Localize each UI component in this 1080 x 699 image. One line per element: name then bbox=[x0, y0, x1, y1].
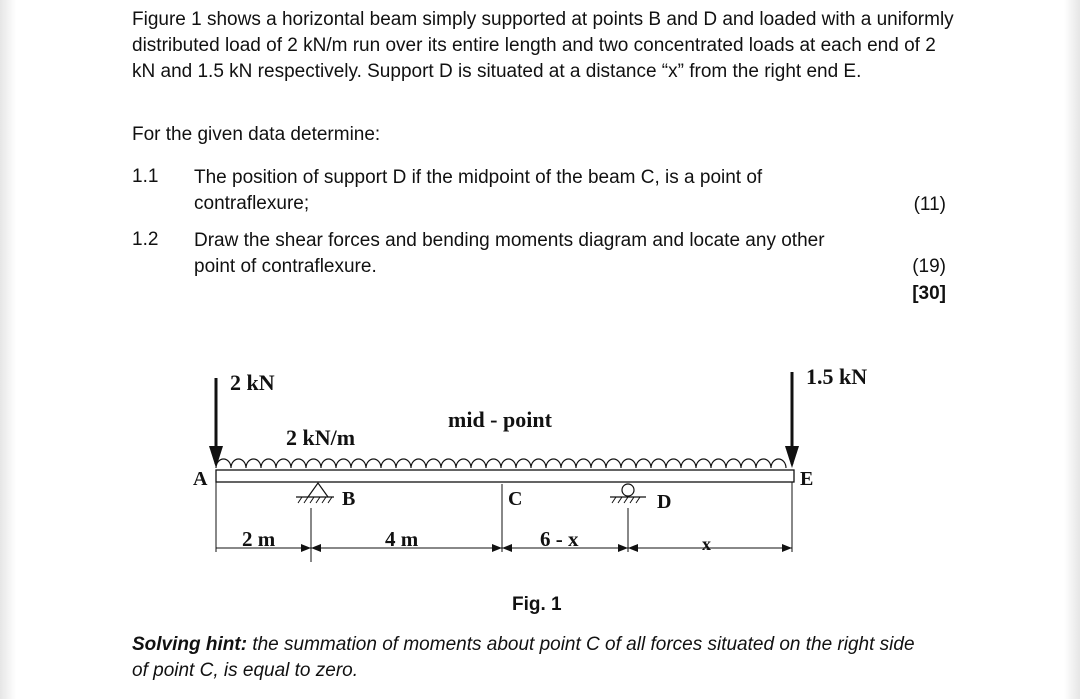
beam bbox=[216, 470, 794, 482]
point-b-label: B bbox=[342, 488, 356, 510]
point-c-label: C bbox=[508, 488, 523, 510]
udl-label: 2 kN/m bbox=[286, 425, 356, 450]
point-e-label: E bbox=[800, 468, 814, 490]
load-right-label: 1.5 kN bbox=[806, 364, 868, 389]
question-1-number: 1.1 bbox=[132, 166, 159, 187]
question-2-text: Draw the shear forces and bending moments diagram and locate any other point of contraflexure. bbox=[194, 230, 825, 277]
figure-caption: Fig. 1 bbox=[512, 594, 562, 615]
support-b bbox=[296, 483, 334, 503]
solving-hint bbox=[132, 632, 932, 684]
question-1-text: The position of support D if the midpoint of the beam C, is a point of contraflexure; bbox=[194, 167, 763, 214]
midpoint-label: mid - point bbox=[448, 407, 552, 432]
point-a-label: A bbox=[193, 468, 208, 490]
dim-de-label: x bbox=[702, 534, 711, 554]
question-2-number: 1.2 bbox=[132, 229, 159, 250]
load-left-label: 2 kN bbox=[230, 370, 275, 395]
dim-cd-label: 6 - x bbox=[540, 527, 579, 551]
problem-statement: Figure 1 shows a horizontal beam simply supported at points B and D and loaded with a uniformly distributed load of 2 kN/m run over its entire length and two concentrated loads at each end of 2 kN and 1.5 kN respectively. Support D is situated at a distance “x” from the right end E. bbox=[132, 9, 954, 82]
question-1-marks: (11) bbox=[913, 194, 946, 215]
question-intro: For the given data determine: bbox=[132, 124, 381, 145]
dim-ab-label: 2 m bbox=[242, 527, 276, 551]
total-marks: [30] bbox=[912, 283, 946, 304]
dim-bc-label: 4 m bbox=[385, 527, 419, 551]
point-d-label: D bbox=[657, 491, 672, 513]
hint-text: the summation of moments about point C of all forces situated on the right side of point C, is equal to zero. bbox=[132, 634, 915, 681]
hint-label: Solving hint: bbox=[132, 634, 248, 655]
udl-load bbox=[216, 459, 786, 468]
question-2-marks: (19) bbox=[912, 256, 946, 277]
support-d bbox=[610, 484, 646, 503]
